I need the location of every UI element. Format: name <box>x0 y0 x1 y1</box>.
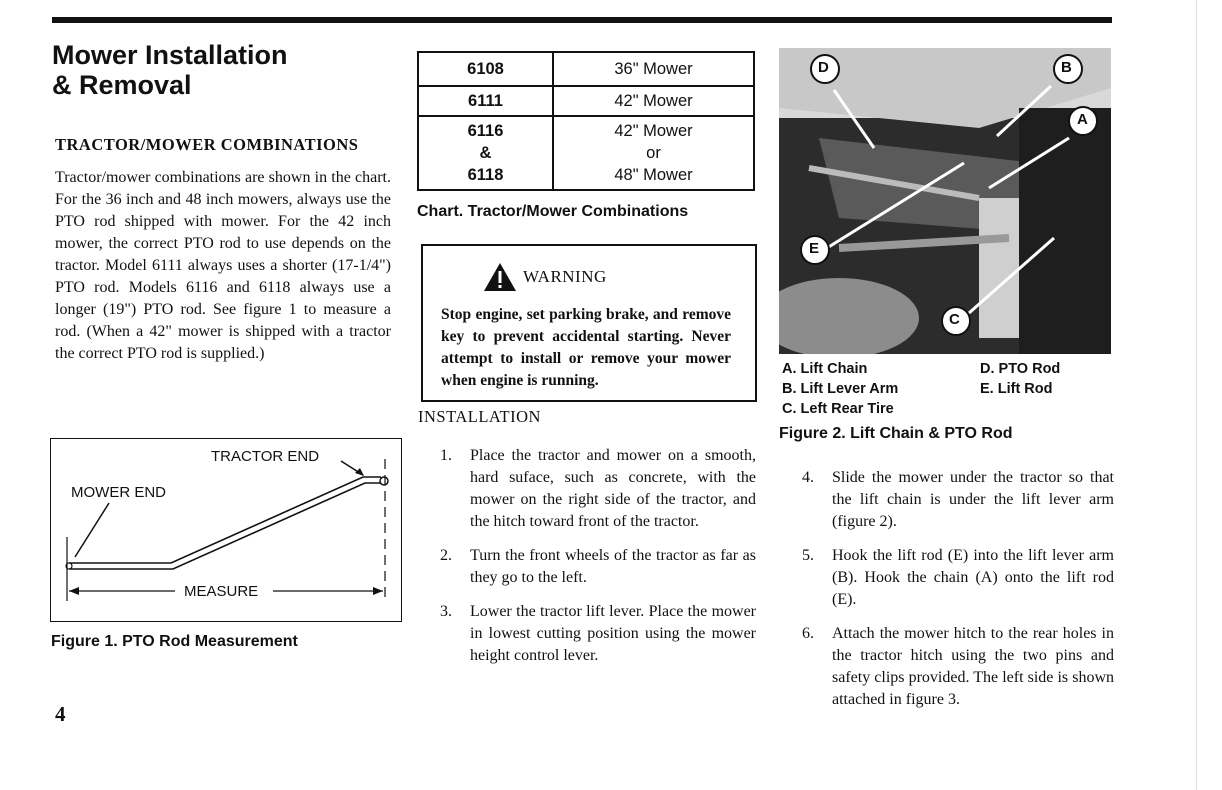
figure-1-caption: Figure 1. PTO Rod Measurement <box>51 633 298 650</box>
figure-1-box <box>50 438 402 622</box>
measure-label: MEASURE <box>181 583 261 600</box>
warning-text: Stop engine, set parking brake, and remove key to prevent accidental starting. Never attempt to install or remove your mower when engine is running. <box>441 306 731 389</box>
legend-item: A. Lift Chain <box>782 361 868 377</box>
installation-heading: INSTALLATION <box>418 407 541 426</box>
page-edge-line <box>1196 0 1197 790</box>
step-number: 3. <box>440 603 452 620</box>
combinations-body: Tractor/mower combinations are shown in the chart. For the 36 inch and 48 inch mowers, always use the PTO rod shipped with mower. For the 42 inch mower, the correct PTO rod to use depends on the tractor. Model 6111 always uses a shorter (17-1/4") PTO rod. Models 6116 and 6118 always use a longer (19") PTO rod. See figure 1 to measure a rod. (When a 42" mower is shipped with a tractor the correct PTO rod is supplied.) <box>55 169 391 362</box>
chart-model-a: 6116 <box>467 122 504 140</box>
legend-item: B. Lift Lever Arm <box>782 381 899 397</box>
step-item <box>440 545 756 589</box>
step-number: 4. <box>802 469 814 486</box>
chart-mower-join: or <box>646 144 661 162</box>
warning-triangle-icon <box>483 262 517 292</box>
legend-item: E. Lift Rod <box>980 381 1053 397</box>
top-rule <box>52 17 1112 23</box>
callout-a: A <box>1077 111 1088 128</box>
step-text: Place the tractor and mower on a smooth, hard suface, such as concrete, with the mower on the right side of the tractor, and the hitch toward front of the tractor. <box>470 447 756 530</box>
figure-2-caption: Figure 2. Lift Chain & PTO Rod <box>779 425 1013 442</box>
step-text: Lower the tractor lift lever. Place the mower in lowest cutting position using the mower height control lever. <box>470 603 756 664</box>
step-number: 6. <box>802 625 814 642</box>
step-item <box>440 601 756 667</box>
chart-mower-a: 42" Mower <box>614 122 693 140</box>
legend-item: C. Left Rear Tire <box>782 401 894 417</box>
chart-model-b: 6118 <box>467 166 504 184</box>
chart-mower-cell: 42" Mower <box>553 86 754 116</box>
chart-model-join: & <box>479 144 492 162</box>
callout-e: E <box>809 240 820 257</box>
step-number: 2. <box>440 547 452 564</box>
title-line-1: Mower Installation <box>52 40 288 70</box>
page-number: 4 <box>55 702 66 726</box>
warning-header <box>483 262 607 292</box>
tractor-end-label: TRACTOR END <box>211 448 320 465</box>
combinations-heading: TRACTOR/MOWER COMBINATIONS <box>55 135 359 154</box>
step-text: Slide the mower under the tractor so that the lift chain is under the lift lever arm (figure 2). <box>832 469 1114 530</box>
installation-steps-right <box>802 467 1114 723</box>
warning-title: WARNING <box>523 267 607 286</box>
chart-row <box>418 52 754 86</box>
chart-row <box>418 86 754 116</box>
chart-model-cell <box>418 116 553 190</box>
mower-end-label: MOWER END <box>71 484 166 501</box>
step-text: Attach the mower hitch to the rear holes in the tractor hitch using the two pins and safety clips provided. The left side is shown attached in figure 3. <box>832 625 1114 708</box>
step-item <box>440 445 756 533</box>
chart-model-cell: 6108 <box>418 52 553 86</box>
step-item <box>802 467 1114 533</box>
chart-model-cell: 6111 <box>418 86 553 116</box>
step-item <box>802 545 1114 611</box>
page-title <box>52 40 288 100</box>
callout-d: D <box>818 59 829 76</box>
step-text: Turn the front wheels of the tractor as far as they go to the left. <box>470 547 756 586</box>
callout-b: B <box>1061 59 1072 76</box>
step-number: 1. <box>440 447 452 464</box>
figure-2-photo <box>779 48 1111 354</box>
legend-item: D. PTO Rod <box>980 361 1061 377</box>
step-text: Hook the lift rod (E) into the lift lever arm (B). Hook the chain (A) onto the lift rod (E). <box>832 547 1114 608</box>
chart-mower-cell: 36" Mower <box>553 52 754 86</box>
installation-steps-left <box>440 445 756 679</box>
callout-c: C <box>949 311 960 328</box>
chart-row <box>418 116 754 190</box>
chart-mower-b: 48" Mower <box>614 166 693 184</box>
lift-chain-photo-illustration <box>779 48 1111 354</box>
title-line-2: & Removal <box>52 70 192 100</box>
combinations-chart <box>417 51 755 191</box>
warning-box <box>421 244 757 402</box>
chart-caption: Chart. Tractor/Mower Combinations <box>417 203 689 220</box>
step-item <box>802 623 1114 711</box>
step-number: 5. <box>802 547 814 564</box>
chart-mower-cell <box>553 116 754 190</box>
